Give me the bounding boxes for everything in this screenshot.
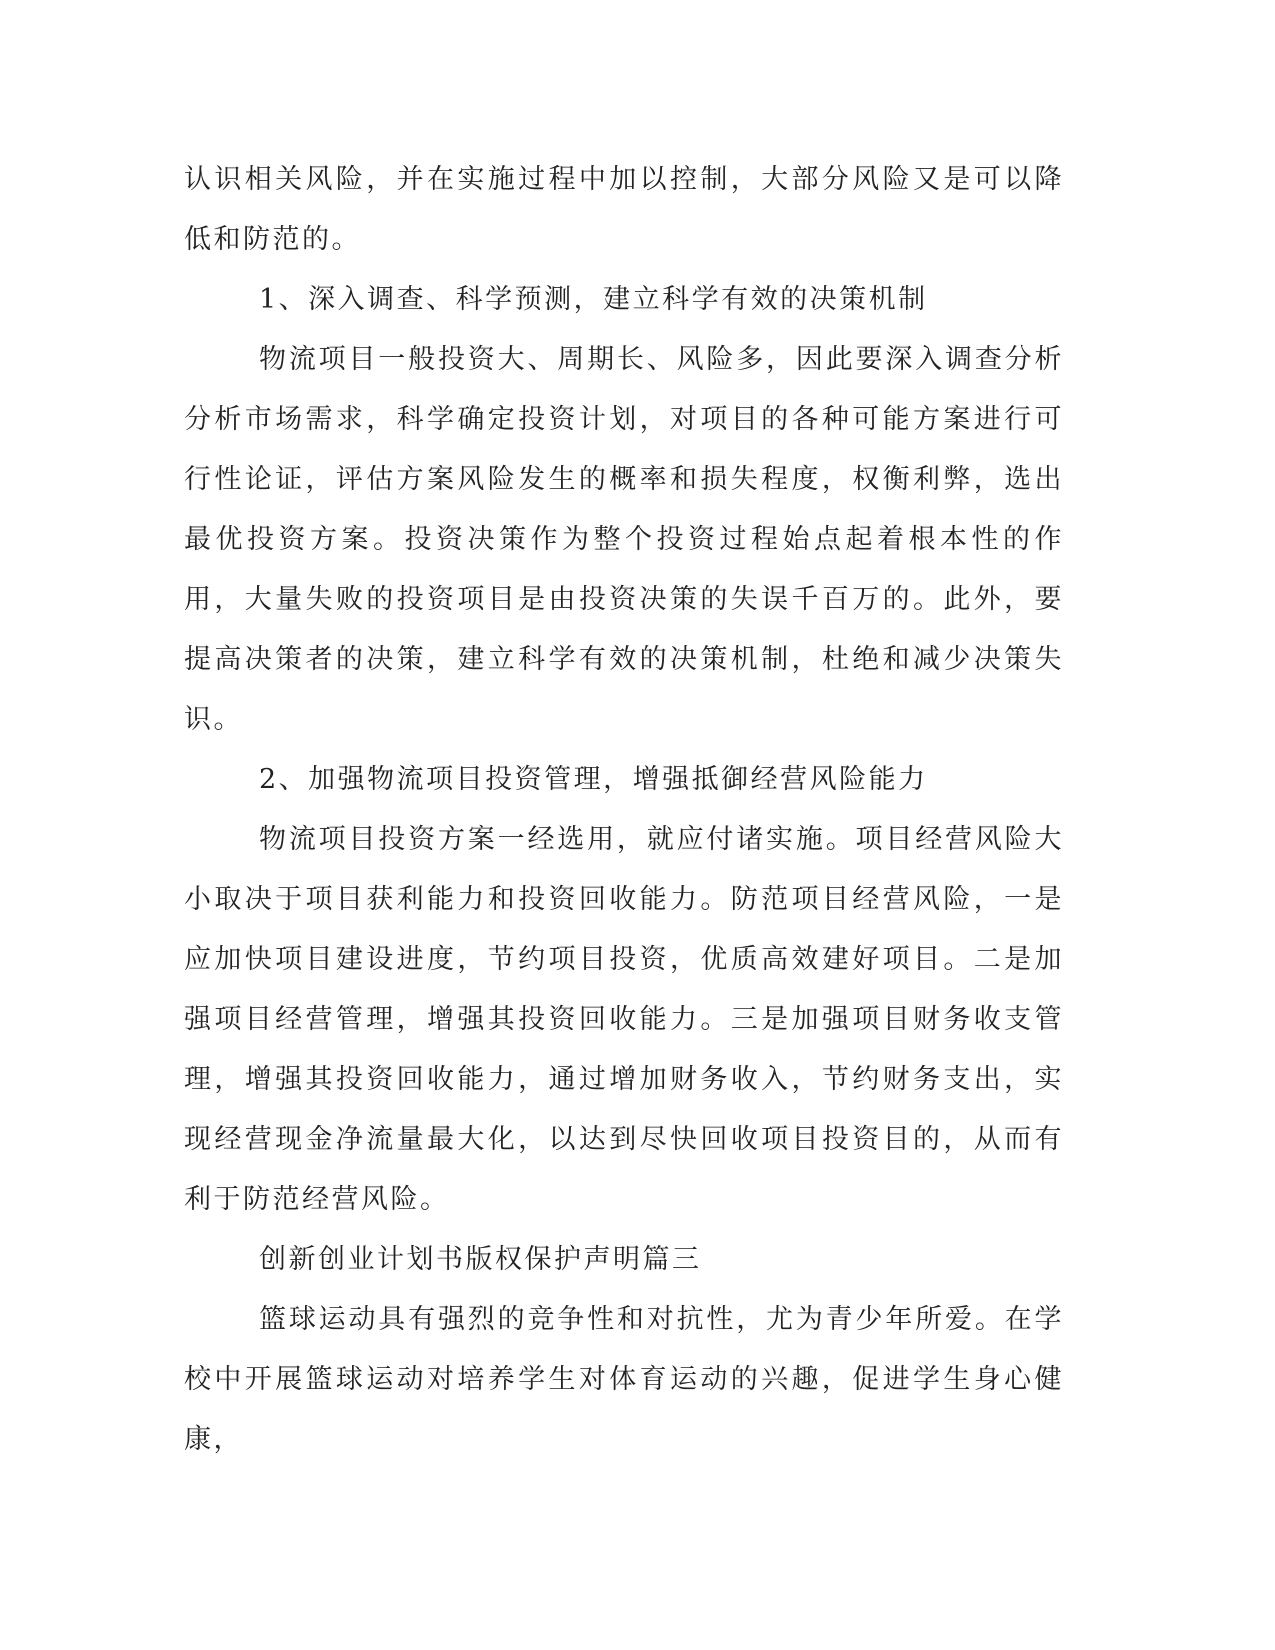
paragraph-continued: 认识相关风险，并在实施过程中加以控制，大部分风险又是可以降低和防范的。: [184, 164, 1064, 255]
paragraph-basketball: 篮球运动具有强烈的竞争性和对抗性，尤为青少年所爱。在学校中开展篮球运动对培养学生对体育运动的兴趣，促进学生身心健康，: [184, 1304, 1064, 1455]
document-body: [184, 150, 1064, 1470]
heading-1: 1、深入调查、科学预测，建立科学有效的决策机制: [259, 284, 928, 315]
paragraph-operation: 物流项目投资方案一经选用，就应付诸实施。项目经营风险大小取决于项目获利能力和投资回收能力。防范项目经营风险，一是应加快项目建设进度，节约项目投资，优质高效建好项目。二是加强项目经营管理，增强其投资回收能力。三是加强项目财务收支管理，增强其投资回收能力，通过增加财务收入，节约财务支出，实现经营现金净流量最大化，以达到尽快回收项目投资目的，从而有利于防范经营风险。: [184, 824, 1064, 1215]
paragraph-decision: 物流项目一般投资大、周期长、风险多，因此要深入调查分析分析市场需求，科学确定投资计划，对项目的各种可能方案进行可行性论证，评估方案风险发生的概率和损失程度，权衡利弊，选出最优投资方案。投资决策作为整个投资过程始点起着根本性的作用，大量失败的投资项目是由投资决策的失误千百万的。此外，要提高决策者的决策，建立科学有效的决策机制，杜绝和减少决策失识。: [184, 344, 1064, 735]
heading-2: 2、加强物流项目投资管理，增强抵御经营风险能力: [259, 764, 928, 795]
section-title: 创新创业计划书版权保护声明篇三: [259, 1244, 702, 1275]
